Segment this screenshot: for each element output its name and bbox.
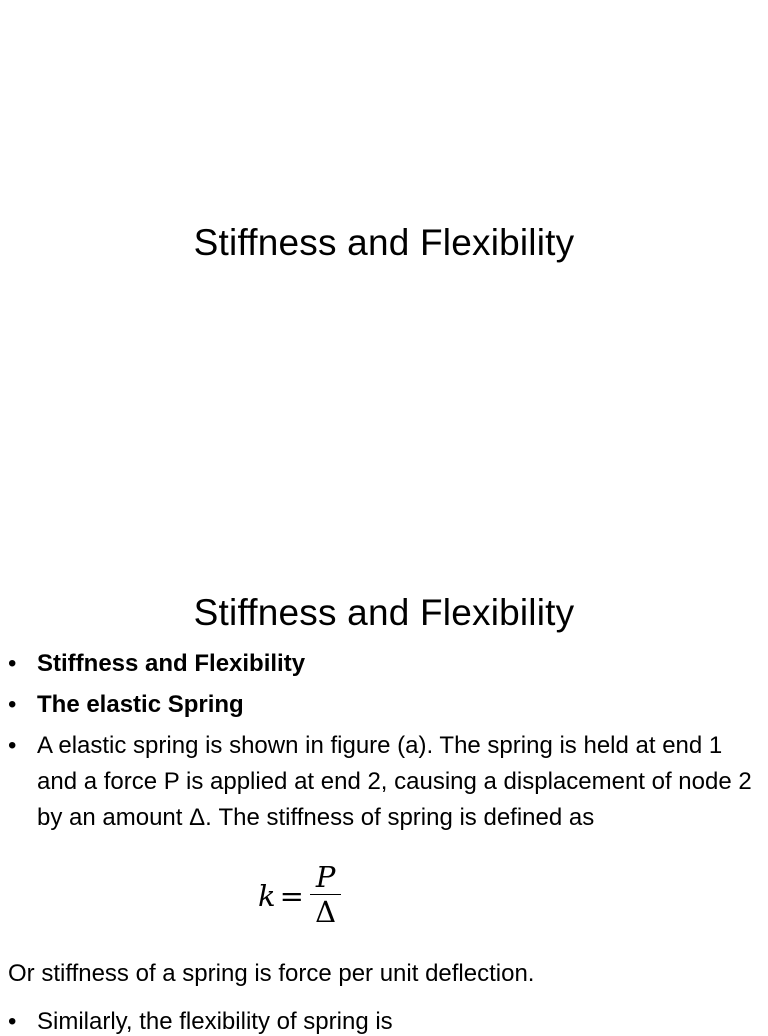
slide-title: Stiffness and Flexibility [193, 222, 575, 263]
bullet-list [0, 646, 760, 841]
formula-fraction [310, 862, 342, 929]
bullet-item [0, 646, 760, 682]
stiffness-formula [258, 862, 341, 929]
bullet-marker: • [8, 1008, 17, 1035]
bullet-marker: • [8, 691, 17, 718]
bullet-marker: • [8, 732, 17, 759]
slide-heading: Stiffness and Flexibility [193, 592, 575, 633]
formula-denominator: Δ [315, 895, 337, 929]
bullet-text: Similarly, the flexibility of spring is [37, 1008, 393, 1035]
bullet-item [0, 687, 760, 723]
slide-content-page [0, 520, 768, 1035]
definition-text: Or stiffness of a spring is force per unit deflection. [8, 960, 535, 987]
bullet-text: Stiffness and Flexibility [37, 650, 306, 677]
formula-equals: = [279, 878, 304, 913]
bullet-marker: • [8, 650, 17, 677]
bullet-item [0, 728, 760, 836]
bullet-text: A elastic spring is shown in figure (a). The spring is held at end 1 and a force P is applied at end 2, causing a displacement of node 2 by an amount Δ. The stiffness of spring is defined as [37, 732, 752, 831]
bullet-text: The elastic Spring [37, 691, 244, 718]
formula-numerator: P [310, 862, 342, 895]
bullet-item [0, 1008, 393, 1036]
formula-lhs: k [258, 878, 276, 913]
